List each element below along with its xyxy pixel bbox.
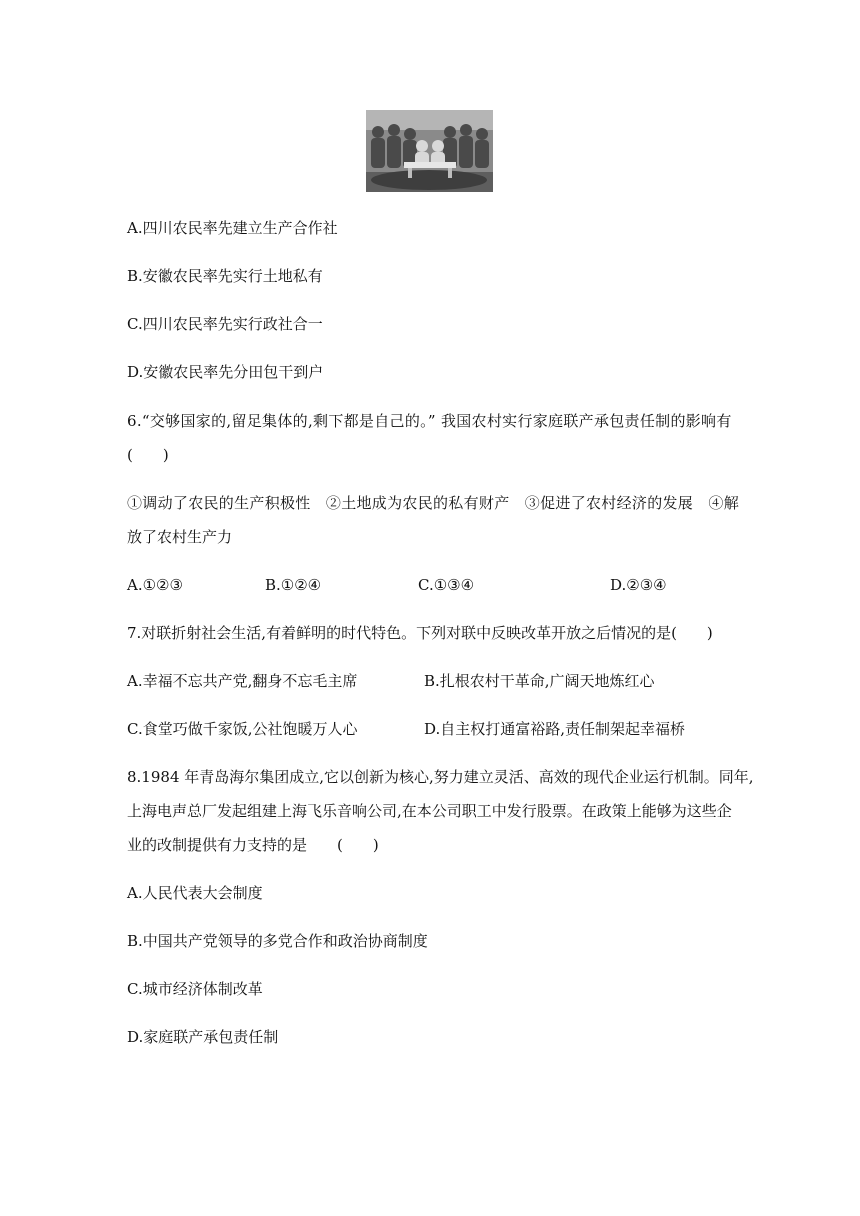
sculpture-photo: [366, 110, 493, 192]
q7-stem: 7.对联折射社会生活,有着鲜明的时代特色。下列对联中反映改革开放之后情况的是( ): [127, 624, 713, 642]
q6-option-c: C.①③④: [418, 576, 475, 594]
q6-answer-blank: ( ): [127, 446, 169, 464]
q8-option-a: A.人民代表大会制度: [127, 884, 263, 902]
q6-items: ①调动了农民的生产积极性 ②土地成为农民的私有财产 ③促进了农村经济的发展 ④解: [127, 494, 740, 512]
q8-option-d: D.家庭联产承包责任制: [127, 1028, 279, 1046]
q6-option-a: A.①②③: [127, 576, 183, 594]
q7-option-a: A.幸福不忘共产党,翻身不忘毛主席: [127, 672, 358, 690]
q7-option-c: C.食堂巧做千家饭,公社饱暖万人心: [127, 720, 358, 738]
q6-items-continued: 放了农村生产力: [127, 528, 233, 546]
q6-option-d: D.②③④: [610, 576, 667, 594]
q8-stem-continued: 上海电声总厂发起组建上海飞乐音响公司,在本公司职工中发行股票。在政策上能够为这些企: [127, 802, 732, 820]
q8-option-b: B.中国共产党领导的多党合作和政治协商制度: [127, 932, 428, 950]
q8-stem: 8.1984 年青岛海尔集团成立,它以创新为核心,努力建立灵活、高效的现代企业运行机制。同年,: [127, 768, 754, 786]
q8-answer-blank: 业的改制提供有力支持的是 ( ): [127, 836, 379, 854]
q5-option-a: A.四川农民率先建立生产合作社: [127, 219, 338, 237]
q8-option-c: C.城市经济体制改革: [127, 980, 263, 998]
q5-option-b: B.安徽农民率先实行土地私有: [127, 267, 323, 285]
q7-option-b: B.扎根农村干革命,广阔天地炼红心: [424, 672, 655, 690]
q5-option-c: C.四川农民率先实行政社合一: [127, 315, 323, 333]
q6-option-b: B.①②④: [265, 576, 322, 594]
q6-stem: 6.“交够国家的,留足集体的,剩下都是自己的。” 我国农村实行家庭联产承包责任制的影响有: [127, 412, 732, 430]
q5-option-d: D.安徽农民率先分田包干到户: [127, 363, 324, 381]
q7-option-d: D.自主权打通富裕路,责任制架起幸福桥: [424, 720, 686, 738]
